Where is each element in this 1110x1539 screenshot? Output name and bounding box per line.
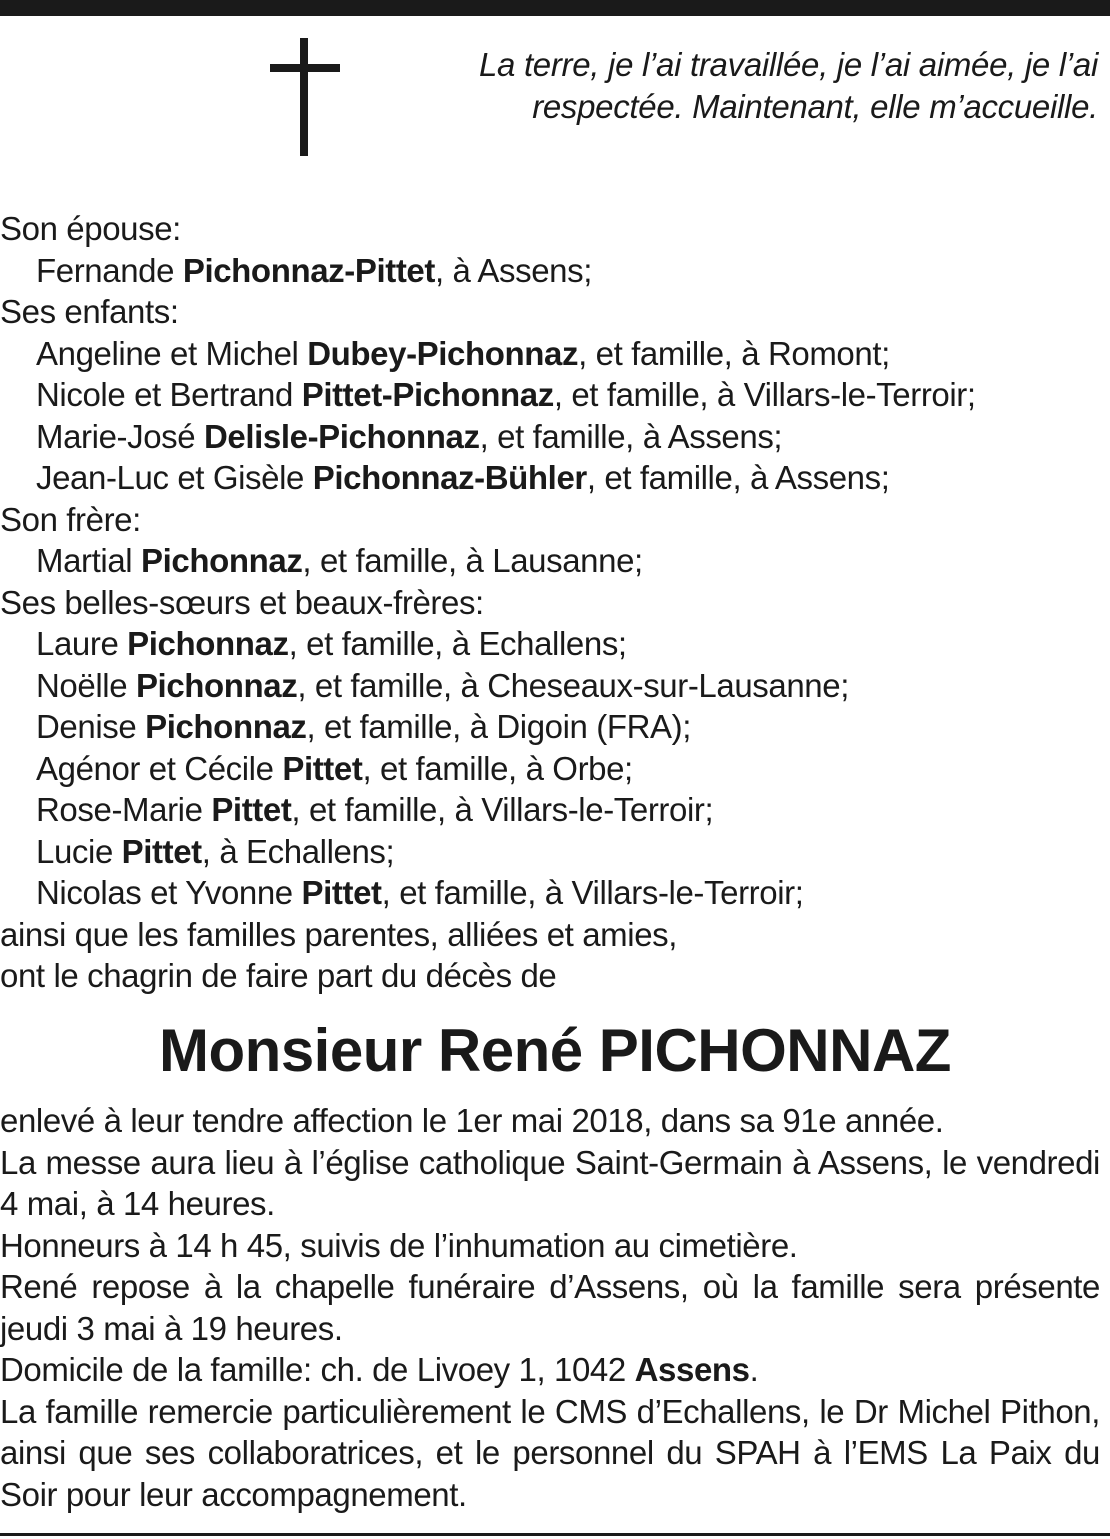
death-date-text: enlevé à leur tendre affection le 1er mai 2018, dans sa 91e année. bbox=[0, 1102, 944, 1139]
member-first-names: Denise bbox=[36, 708, 146, 745]
member-location: , et famille, à Assens; bbox=[586, 459, 890, 496]
family-member bbox=[0, 250, 1108, 292]
family-heading: Son épouse: bbox=[0, 210, 181, 247]
member-surname: Pittet bbox=[211, 791, 292, 828]
domicile-punct: . bbox=[749, 1351, 759, 1388]
family-member bbox=[0, 333, 1108, 375]
member-surname: Delisle-Pichonnaz bbox=[203, 417, 480, 455]
member-first-names: Noëlle bbox=[36, 666, 136, 704]
member-surname: Pichonnaz-Bühler bbox=[312, 459, 587, 496]
member-surname: Pichonnaz bbox=[145, 708, 307, 745]
member-location: , et famille, à Digoin (FRA); bbox=[306, 708, 692, 745]
bottom-rule bbox=[0, 1533, 1110, 1536]
family-member bbox=[0, 374, 1108, 416]
member-location: , et famille, à Cheseaux-sur-Lausanne; bbox=[297, 666, 849, 704]
family-list bbox=[0, 208, 1108, 997]
member-location: , et famille, à Echallens; bbox=[288, 625, 627, 662]
member-surname: Pittet bbox=[282, 749, 363, 787]
domicile-text bbox=[0, 1349, 1100, 1391]
member-location: , et famille, à Lausanne; bbox=[302, 542, 643, 579]
family-member bbox=[0, 623, 1108, 665]
family-member bbox=[0, 831, 1108, 873]
family-member bbox=[0, 706, 1108, 748]
member-surname: Dubey-Pichonnaz bbox=[307, 334, 579, 372]
member-first-names: Martial bbox=[36, 542, 141, 579]
epigraph-quote bbox=[378, 44, 1098, 128]
thanks-text: La famille remercie particulièrement le CMS d’Echallens, le Dr Michel Pithon, ainsi que ses collaboratrices, et le personnel du SPAH à l’EMS La Paix du Soir pour leur accompagnement. bbox=[0, 1392, 1100, 1513]
quote-line-2: respectée. Maintenant, elle m’accueille. bbox=[532, 88, 1098, 125]
chapel-text: René repose à la chapelle funéraire d’Assens, où la famille sera présente jeudi 3 mai à 19 heures. bbox=[0, 1268, 1100, 1347]
member-location: , et famille, à Assens; bbox=[479, 417, 783, 455]
family-heading: Son frère: bbox=[0, 500, 141, 538]
member-first-names: Nicolas et Yvonne bbox=[36, 874, 302, 911]
family-member bbox=[0, 457, 1108, 499]
member-first-names: Nicole et Bertrand bbox=[36, 376, 302, 413]
family-heading: ainsi que les familles parentes, alliées et amies, bbox=[0, 915, 678, 953]
member-location: , et famille, à Villars-le-Terroir; bbox=[381, 874, 804, 911]
domicile-town: Assens bbox=[634, 1351, 750, 1388]
quote-line-1: La terre, je l’ai travaillée, je l’ai aimée, je l’ai bbox=[478, 46, 1098, 83]
family-member bbox=[0, 416, 1108, 458]
member-surname: Pittet bbox=[301, 874, 382, 911]
family-heading: ont le chagrin de faire part du décès de bbox=[0, 957, 557, 994]
member-location: , à Echallens; bbox=[201, 832, 395, 870]
family-member bbox=[0, 789, 1108, 831]
member-first-names: Laure bbox=[36, 625, 128, 662]
member-first-names: Fernande bbox=[36, 251, 183, 289]
deceased-name: Monsieur René PICHONNAZ bbox=[159, 1017, 951, 1084]
cross-icon bbox=[270, 38, 340, 156]
family-heading: Ses enfants: bbox=[0, 293, 179, 330]
family-member bbox=[0, 748, 1108, 790]
member-first-names: Marie-José bbox=[36, 417, 204, 455]
domicile-address: Domicile de la famille: ch. de Livoey 1, 1042 bbox=[0, 1351, 635, 1388]
member-surname: Pichonnaz bbox=[135, 666, 298, 704]
member-first-names: Jean-Luc et Gisèle bbox=[36, 459, 313, 496]
member-location: , à Assens; bbox=[434, 251, 592, 289]
member-location: , et famille, à Orbe; bbox=[362, 749, 633, 787]
member-first-names: Angeline et Michel bbox=[36, 334, 308, 372]
member-first-names: Lucie bbox=[36, 832, 122, 870]
member-location: , et famille, à Villars-le-Terroir; bbox=[553, 376, 976, 413]
member-surname: Pittet bbox=[121, 832, 202, 870]
mass-text: La messe aura lieu à l’église catholique Saint-Germain à Assens, le vendredi 4 mai, à 14 heures. bbox=[0, 1143, 1100, 1222]
member-surname: Pichonnaz-Pittet bbox=[182, 251, 435, 289]
family-member bbox=[0, 665, 1108, 707]
member-location: , et famille, à Villars-le-Terroir; bbox=[291, 791, 714, 828]
member-surname: Pichonnaz bbox=[141, 542, 303, 579]
member-surname: Pittet-Pichonnaz bbox=[301, 376, 554, 413]
member-surname: Pichonnaz bbox=[127, 625, 289, 662]
member-location: , et famille, à Romont; bbox=[578, 334, 890, 372]
family-member bbox=[0, 540, 1108, 582]
family-heading: Ses belles-sœurs et beaux-frères: bbox=[0, 583, 484, 621]
member-first-names: Agénor et Cécile bbox=[36, 749, 283, 787]
top-rule bbox=[0, 0, 1110, 16]
member-first-names: Rose-Marie bbox=[36, 791, 212, 828]
honours-text: Honneurs à 14 h 45, suivis de l’inhumation au cimetière. bbox=[0, 1226, 798, 1264]
details-section bbox=[0, 1100, 1100, 1515]
family-member bbox=[0, 872, 1108, 914]
